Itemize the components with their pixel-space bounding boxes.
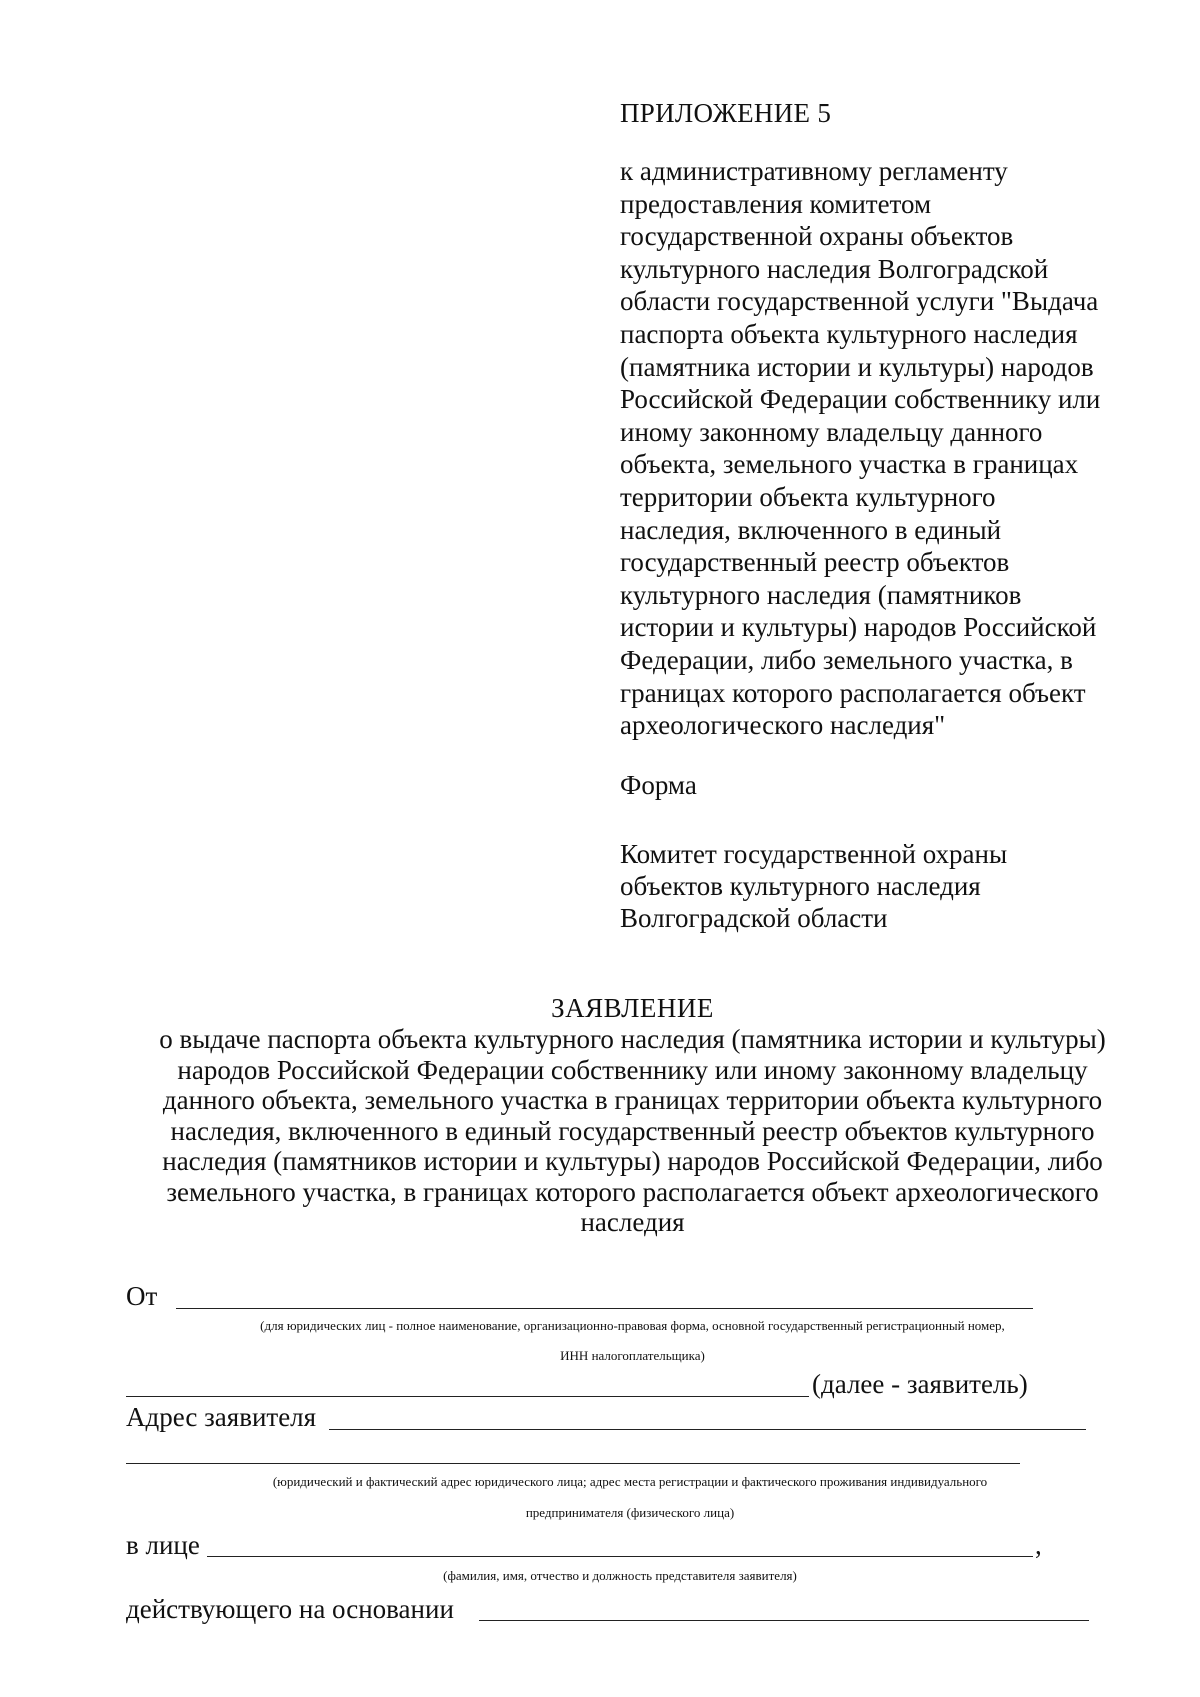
subtitle-line: наследия (памятников истории и культуры) народов Российской Федерации, либо [162, 1146, 1103, 1176]
appendix-text [620, 155, 1140, 742]
address-hint-continued: предпринимателя (физического лица) [525, 1505, 735, 1520]
appendix-line: паспорта объекта культурного наследия [620, 318, 1078, 349]
appendix-line: Российской Федерации собственнику или [620, 384, 1101, 415]
appendix-line: области государственной услуги "Выдача [620, 286, 1099, 317]
basis-label: действующего на основании [126, 1594, 454, 1624]
appendix-line: Федерации, либо земельного участка, в [620, 644, 1073, 675]
person-field[interactable] [207, 1556, 1033, 1557]
person-label: в лице [126, 1530, 200, 1560]
applicant-suffix: (далее - заявитель) [812, 1369, 1028, 1399]
subtitle-line: о выдаче паспорта объекта культурного наследия (памятника истории и культуры) [159, 1024, 1106, 1054]
statement-title: ЗАЯВЛЕНИЕ [551, 993, 714, 1023]
appendix-line: к административному регламенту [620, 156, 1008, 186]
appendix-line: государственный реестр объектов [620, 547, 1010, 578]
appendix-line: археологического наследия" [620, 710, 946, 741]
appendix-line: объекта, земельного участка в границах [620, 449, 1079, 480]
addressee-line: объектов культурного наследия [620, 871, 981, 901]
form-label: Форма [620, 770, 697, 800]
address-label: Адрес заявителя [126, 1402, 317, 1432]
appendix-line: культурного наследия (памятников [620, 579, 1022, 610]
addressee-line: Волгоградской области [620, 903, 888, 933]
subtitle-line: данного объекта, земельного участка в границах территории объекта культурного [162, 1085, 1103, 1115]
subtitle-line: земельного участка, в границах которого располагается объект археологического [166, 1176, 1099, 1207]
address-hint: (юридический и фактический адрес юридического лица; адрес места регистрации и фактического проживания индивидуального [272, 1474, 988, 1489]
appendix-line: (памятника истории и культуры) народов [620, 351, 1094, 382]
address-field-continued[interactable] [126, 1463, 1020, 1464]
person-comma: , [1035, 1530, 1042, 1560]
appendix-line: культурного наследия Волгоградской [620, 253, 1049, 284]
appendix-line: границах которого располагается объект [620, 677, 1086, 708]
from-hint-continued: ИНН налогоплательщика) [560, 1348, 705, 1363]
subtitle-line: наследия, включенного в единый государственный реестр объектов культурного [170, 1115, 1095, 1146]
appendix-line: иному законному владельцу данного [620, 416, 1043, 447]
appendix-line: предоставления комитетом [620, 188, 932, 219]
subtitle-line: наследия [580, 1207, 685, 1237]
appendix-line: территории объекта культурного [620, 481, 996, 512]
from-label: От [126, 1281, 158, 1311]
basis-field[interactable] [479, 1620, 1089, 1621]
addressee-line: Комитет государственной охраны [620, 839, 1008, 869]
appendix-line: истории и культуры) народов Российской [620, 612, 1097, 643]
person-hint: (фамилия, имя, отчество и должность представителя заявителя) [443, 1568, 797, 1583]
from-field-continued[interactable] [126, 1396, 809, 1397]
address-field[interactable] [329, 1429, 1086, 1430]
from-field[interactable] [176, 1308, 1033, 1309]
subtitle-line: народов Российской Федерации собственнику или иному законному владельцу [177, 1054, 1088, 1085]
appendix-line: государственной охраны объектов [620, 221, 1014, 252]
from-hint: (для юридических лиц - полное наименование, организационно-правовая форма, основной государственный регистрационный номер, [260, 1318, 1005, 1333]
statement-subtitle [125, 1024, 1140, 1238]
appendix-line: наследия, включенного в единый [620, 514, 1002, 545]
appendix-title: ПРИЛОЖЕНИЕ 5 [620, 98, 832, 128]
addressee-block [620, 838, 1140, 934]
